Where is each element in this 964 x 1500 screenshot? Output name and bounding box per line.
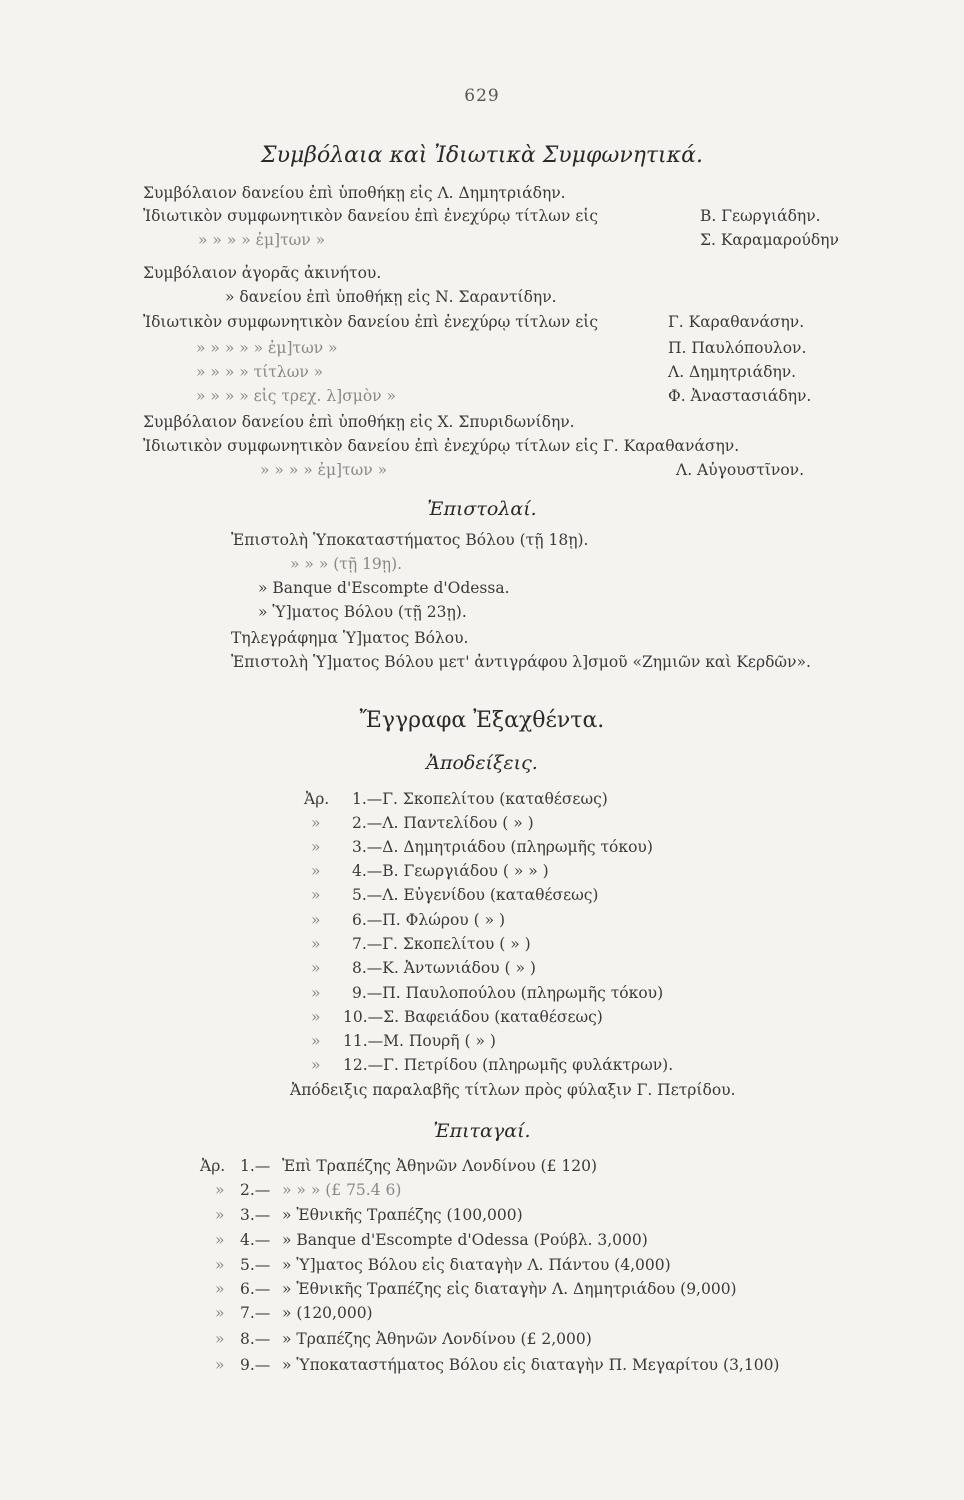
receipt-prefix: » [311, 984, 321, 1002]
receipt-line: 1.—Γ. Σκοπελίτου (καταθέσεως) [352, 790, 608, 808]
contract-line: Συμβόλαιον δανείου ἐπὶ ὑποθήκῃ εἰς Λ. Δημητριάδην. [143, 184, 566, 202]
receipt-prefix: » [311, 1032, 321, 1050]
contract-line: » » » » τίτλων » [196, 363, 324, 381]
contract-party: Λ. Δημητριάδην. [668, 363, 797, 381]
order-line: » (120,000) [282, 1304, 373, 1322]
contract-line: » » » » εἰς τρεχ. λ]σμὸν » [196, 387, 397, 405]
receipt-line: 2.—Λ. Παντελίδου ( » ) [352, 814, 534, 832]
receipt-prefix: » [311, 935, 321, 953]
receipt-line: 4.—Β. Γεωργιάδου ( » » ) [352, 862, 549, 880]
contract-line: » » » » ἐμ]των » [198, 231, 326, 249]
order-prefix: » [215, 1181, 225, 1199]
heading-orders: Ἐπιταγαί. [433, 1120, 531, 1142]
contract-party: Φ. Ἀναστασιάδην. [668, 387, 812, 405]
contract-line: » » » » ἐμ]των » [260, 461, 388, 479]
heading-contracts: Συμβόλαια καὶ Ἰδιωτικὰ Συμφωνητικά. [261, 143, 703, 168]
receipt-line: 7.—Γ. Σκοπελίτου ( » ) [352, 935, 531, 953]
letter-line: » » » (τῇ 19ῃ). [290, 555, 403, 573]
receipt-prefix: » [311, 814, 321, 832]
order-prefix: Ἀρ. [200, 1157, 226, 1175]
contract-line: » » » » » ἐμ]των » [196, 339, 338, 357]
order-line: Ἐπὶ Τραπέζης Ἀθηνῶν Λονδίνου (£ 120) [282, 1157, 597, 1175]
order-line: » Banque d'Escompte d'Odessa (Ρούβλ. 3,000) [282, 1231, 648, 1249]
heading-letters: Ἐπιστολαί. [427, 498, 537, 520]
letter-line: Τηλεγράφημα Ὑ]ματος Βόλου. [231, 629, 469, 647]
order-prefix: » [215, 1330, 225, 1348]
order-number: 5.— [240, 1256, 271, 1274]
order-prefix: » [215, 1280, 225, 1298]
receipt-line: 11.—Μ. Πουρῆ ( » ) [343, 1032, 496, 1050]
order-prefix: » [215, 1206, 225, 1224]
contract-line: Συμβόλαιον ἀγορᾶς ἀκινήτου. [143, 264, 382, 282]
order-number: 6.— [240, 1280, 271, 1298]
order-line: » Ἐθνικῆς Τραπέζης (100,000) [282, 1206, 523, 1224]
letter-line: Ἐπιστολὴ Ὑ]ματος Βόλου μετ' ἀντιγράφου λ]σμοῦ «Ζημιῶν καὶ Κερδῶν». [231, 653, 811, 671]
order-line: » Ἐθνικῆς Τραπέζης εἰς διαταγὴν Λ. Δημητριάδου (9,000) [282, 1280, 737, 1298]
contract-party: Σ. Καραμαρούδην [700, 231, 839, 249]
receipt-line: 8.—Κ. Ἀντωνιάδου ( » ) [352, 959, 536, 977]
receipt-prefix: » [311, 1056, 321, 1074]
order-number: 4.— [240, 1231, 271, 1249]
letter-line: Ἐπιστολὴ Ὑποκαταστήματος Βόλου (τῇ 18ῃ). [231, 531, 589, 549]
order-line: » Ὑποκαταστήματος Βόλου εἰς διαταγὴν Π. Μεγαρίτου (3,100) [282, 1356, 780, 1374]
order-number: 1.— [240, 1157, 271, 1175]
contract-line: » δανείου ἐπὶ ὑποθήκῃ εἰς Ν. Σαραντίδην. [225, 288, 557, 306]
contract-party: Π. Παυλόπουλον. [668, 339, 807, 357]
order-line: » Ὑ]ματος Βόλου εἰς διαταγὴν Λ. Πάντου (4,000) [282, 1256, 671, 1274]
order-prefix: » [215, 1256, 225, 1274]
order-number: 8.— [240, 1330, 271, 1348]
contract-party: Λ. Αὐγουστῖνον. [676, 461, 805, 479]
order-number: 7.— [240, 1304, 271, 1322]
order-number: 3.— [240, 1206, 271, 1224]
receipt-prefix: » [311, 959, 321, 977]
order-prefix: » [215, 1356, 225, 1374]
heading-exported: Ἔγγραφα Ἐξαχθέντα. [359, 708, 605, 733]
contract-party: Γ. Καραθανάσην. [668, 313, 805, 331]
receipt-line: 10.—Σ. Βαφειάδου (καταθέσεως) [343, 1008, 603, 1026]
letter-line: » Banque d'Escompte d'Odessa. [258, 579, 510, 597]
receipt-prefix: » [311, 862, 321, 880]
order-prefix: » [215, 1304, 225, 1322]
receipt-line: 3.—Δ. Δημητριάδου (πληρωμῆς τόκου) [352, 838, 653, 856]
order-number: 9.— [240, 1356, 271, 1374]
contract-line: Ἰδιωτικὸν συμφωνητικὸν δανείου ἐπὶ ἐνεχύρῳ τίτλων εἰς [143, 207, 599, 225]
contract-party: Β. Γεωργιάδην. [700, 207, 821, 225]
order-number: 2.— [240, 1181, 271, 1199]
receipt-line: 6.—Π. Φλώρου ( » ) [352, 911, 506, 929]
contract-line: Ἰδιωτικὸν συμφωνητικὸν δανείου ἐπὶ ἐνεχύρῳ τίτλων εἰς Γ. Καραθανάσην. [143, 437, 740, 455]
receipt-line: 12.—Γ. Πετρίδου (πληρωμῆς φυλάκτρων). [343, 1056, 674, 1074]
letter-line: » Ὑ]ματος Βόλου (τῇ 23ῃ). [258, 603, 467, 621]
receipt-prefix: » [311, 886, 321, 904]
receipt-prefix: » [311, 911, 321, 929]
receipt-prefix: » [311, 1008, 321, 1026]
order-line: » » » (£ 75.4 6) [282, 1181, 402, 1199]
receipt-prefix: Ἀρ. [304, 790, 330, 808]
contract-line: Ἰδιωτικὸν συμφωνητικὸν δανείου ἐπὶ ἐνεχύρῳ τίτλων εἰς [143, 313, 599, 331]
contract-line: Συμβόλαιον δανείου ἐπὶ ὑποθήκῃ εἰς Χ. Σπυριδωνίδην. [143, 413, 575, 431]
page-number: 629 [464, 86, 500, 106]
order-prefix: » [215, 1231, 225, 1249]
receipt-line: 5.—Λ. Εὐγενίδου (καταθέσεως) [352, 886, 599, 904]
receipt-footer: Ἀπόδειξις παραλαβῆς τίτλων πρὸς φύλαξιν Γ. Πετρίδου. [290, 1081, 736, 1099]
receipt-line: 9.—Π. Παυλοπούλου (πληρωμῆς τόκου) [352, 984, 664, 1002]
order-line: » Τραπέζης Ἀθηνῶν Λονδίνου (£ 2,000) [282, 1330, 592, 1348]
heading-receipts: Ἀποδείξεις. [426, 752, 538, 774]
receipt-prefix: » [311, 838, 321, 856]
